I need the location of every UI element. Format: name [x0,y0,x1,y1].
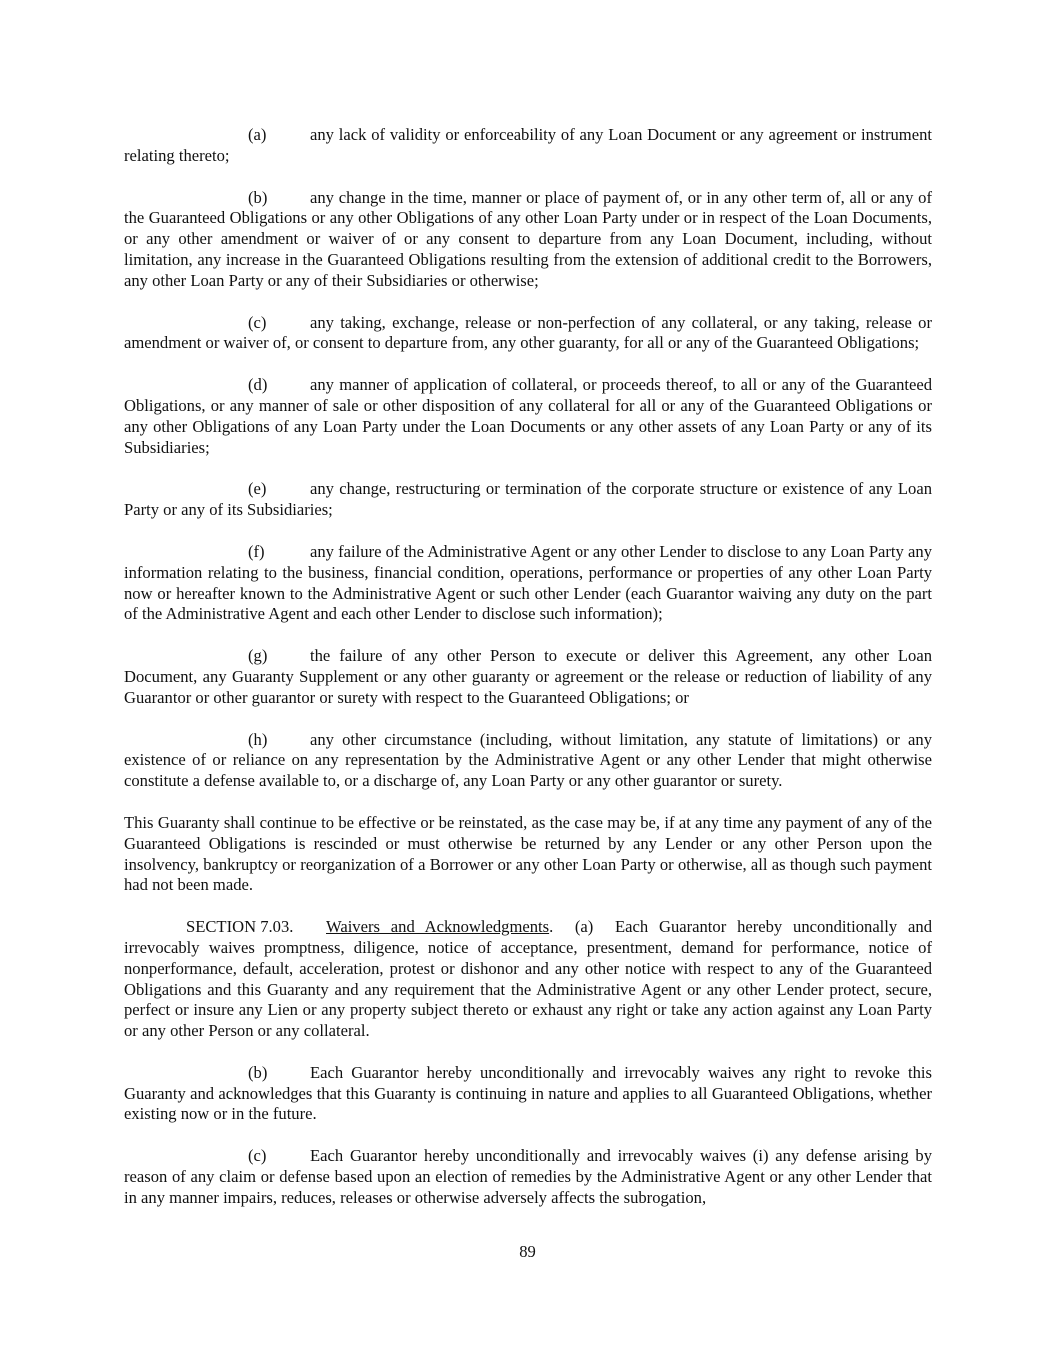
clause-text: Each Guarantor hereby unconditionally and irrevocably waives any right to revoke this Guaranty and acknowledges that this Guaranty is continuing in nature and applies to all Guaranteed Obligations, whether existing now or in the future. [124,1062,932,1124]
clause-f [124,542,932,625]
clause-text: any taking, exchange, release or non-perfection of any collateral, or any taking, release or amendment or waiver of, or consent to departure from, any other guaranty, for all or any of the Guaranteed Obligations; [124,312,932,353]
clause-text: any change, restructuring or termination of the corporate structure or existence of any Loan Party or any of its Subsidiaries; [124,479,932,520]
section-number: SECTION 7.03. [186,917,294,937]
clause-text: Each Guarantor hereby unconditionally and irrevocably waives (i) any defense arising by reason of any claim or defense based upon an election of remedies by the Administrative Agent or any other Lender that in any manner impairs, reduces, releases or otherwise adversely affects the subrogation, [124,1146,932,1207]
clause-e [124,479,932,521]
clause-label: (c) [248,1146,267,1166]
section-first-label: (a) [574,917,594,937]
section-title: Waivers and Acknowledgments [326,917,550,937]
clause-text: the failure of any other Person to execute or deliver this Agreement, any other Loan Document, any Guaranty Supplement or any other guaranty or agreement or the release or reduction of liability of any Guarantor or other guarantor or surety with respect to the Guaranteed Obligations; or [124,646,932,707]
section-title-punct: . [549,917,554,937]
clause-label: (h) [248,729,268,749]
section-first-text: Each Guarantor hereby unconditionally and irrevocably waives promptness, diligence, notice of acceptance, presentment, demand for performance, notice of nonperformance, default, acceleration, protest or dishonor and any other notice with respect to any of the Guaranteed Obligations and this Guaranty and any requirement that the Administrative Agent or any other Lender protect, secure, perfect or insure any Lien or any property subject thereto or exhaust any right or take any action against any Loan Party or any other Person or any collateral. [124,917,932,1041]
clause-label: (e) [248,479,267,499]
clause-label: (g) [248,646,268,666]
clause-g [124,646,932,708]
continuation-paragraph: This Guaranty shall continue to be effective or be reinstated, as the case may be, if at any time any payment of any of the Guaranteed Obligations is rescinded or must otherwise be returned by any Lender or any other Person upon the insolvency, bankruptcy or reorganization of a Borrower or any other Loan Party or otherwise, all as though such payment had not been made. [124,812,932,895]
clause-label: (b) [248,187,268,207]
section-7-03 [124,917,932,1042]
clause-c [124,313,932,355]
clause-text: any lack of validity or enforceability of any Loan Document or any agreement or instrument relating thereto; [124,125,932,165]
clause-h [124,730,932,792]
clause-label: (c) [248,312,267,332]
waiver-clause-c [124,1146,932,1208]
page-number: 89 [519,1242,536,1261]
clause-b [124,188,932,292]
clause-label: (a) [248,125,267,144]
clause-text: any change in the time, manner or place of payment of, or in any other term of, all or any of the Guaranteed Obligations or any other Obligations of any other Loan Party under or in respect of the Loan Documents, or any other amendment or waiver of or any consent to departure from any Loan Document, including, without limitation, any increase in the Guaranteed Obligations resulting from the extension of additional credit to the Borrowers, any other Loan Party or any of their Subsidiaries or otherwise; [124,187,932,290]
clause-label: (b) [248,1062,268,1082]
clause-a [124,125,932,167]
clause-label: (d) [248,375,268,395]
clause-text: any failure of the Administrative Agent or any other Lender to disclose to any Loan Party any information relating to the business, financial condition, operations, performance or properties of any other Loan Party now or hereafter known to the Administrative Agent or such other Lender (each Guarantor waiving any duty on the part of the Administrative Agent and each other Lender to disclose such information); [124,541,932,624]
clause-text: any other circumstance (including, without limitation, any statute of limitations) or any existence of or reliance on any representation by the Administrative Agent or any other Lender that might otherwise constitute a defense available to, or a discharge of, any Loan Party or any other guarantor or surety. [124,729,932,791]
page-body [124,125,932,1230]
clause-d [124,375,932,458]
waiver-clause-b [124,1063,932,1125]
clause-text: any manner of application of collateral, or proceeds thereof, to all or any of the Guaranteed Obligations, or any manner of sale or other disposition of any collateral for all or any of the Guaranteed Obligations or any other Obligations of any Loan Party under the Loan Documents or any other assets of any Loan Party or any of its Subsidiaries; [124,375,932,457]
clause-label: (f) [248,541,265,561]
